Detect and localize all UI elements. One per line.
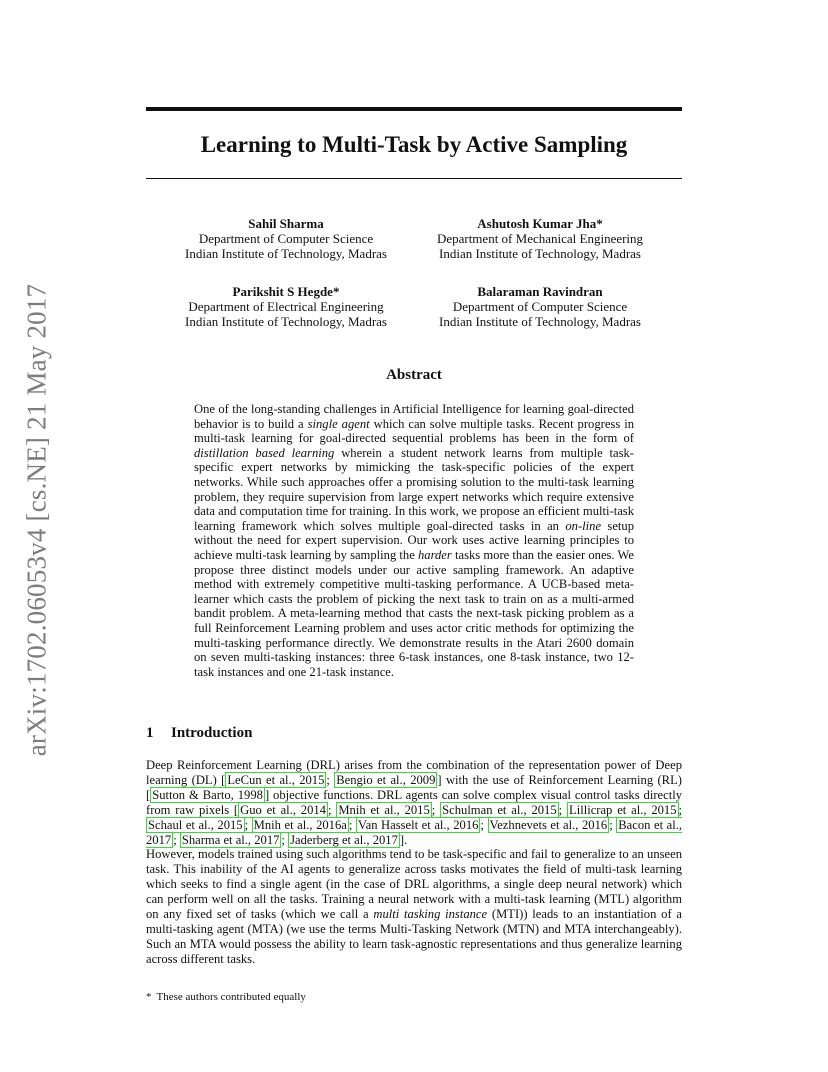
abstract-body [194, 402, 634, 679]
citation-separator: ; [327, 802, 337, 817]
citation-separator: ; [558, 802, 567, 817]
intro-paragraph [146, 847, 682, 966]
intro-text: ] with the use of Reinforcement Learning (RL) [ [146, 772, 682, 802]
author-block [400, 216, 680, 261]
citation-link[interactable]: Sharma et al., 2017 [181, 832, 280, 847]
citation-separator: ; [281, 832, 289, 847]
citation-link[interactable]: Sutton & Barto, 1998 [152, 787, 263, 802]
citation-separator: ; [348, 817, 356, 832]
section-title: Introduction [171, 725, 253, 741]
citation-link[interactable]: Lillicrap et al., 2015 [569, 802, 677, 817]
arxiv-identifier-stamp: arXiv:1702.06053v4 [cs.NE] 21 May 2017 [21, 283, 52, 757]
author-institute: Indian Institute of Technology, Madras [185, 246, 387, 261]
citation-link[interactable]: Vezhnevets et al., 2016 [489, 817, 608, 832]
citation-link[interactable]: LeCun et al., 2015 [227, 772, 325, 787]
intro-paragraph [146, 758, 682, 847]
section-number: 1 [146, 725, 154, 741]
citation-separator: ; [326, 772, 335, 787]
section-heading-introduction [146, 725, 682, 742]
paper-title: Learning to Multi-Task by Active Sampling [200, 132, 628, 157]
author-institute: Indian Institute of Technology, Madras [439, 314, 641, 329]
author-block [146, 216, 426, 261]
author-department: Department of Computer Science [198, 231, 374, 246]
abstract-heading: Abstract [386, 367, 442, 383]
abstract-text: One of the long-standing challenges in Artificial Intelligence for learning goal-directed behavior is to build a [194, 402, 634, 431]
author-name: Sahil Sharma [248, 216, 324, 231]
author-name: Ashutosh Kumar Jha* [477, 216, 603, 231]
author-department: Department of Computer Science [452, 299, 628, 314]
citation-link[interactable]: Mnih et al., 2016a [253, 817, 347, 832]
author-name: Balaraman Ravindran [477, 284, 603, 299]
author-block [146, 284, 426, 329]
intro-text: ] objective functions. DRL agents can solve complex visual control tasks directly from raw pixels [ [146, 787, 682, 817]
abstract-text: setup without the need for expert supervision. Our work uses active learning principles to achieve multi-task learning by sampling the [194, 518, 634, 562]
intro-emphasis: multi tasking instance [373, 907, 488, 922]
citation-link[interactable]: Jaderberg et al., 2017 [290, 832, 398, 847]
citation-separator: ; [244, 817, 252, 832]
abstract-text: which can solve multiple tasks. Recent progress in multi-task learning for goal-directed sequential problems has been in the form of [194, 416, 634, 446]
citation-separator: ; [678, 802, 683, 817]
abstract-emphasis: single agent [307, 416, 370, 431]
citation-link[interactable]: Schulman et al., 2015 [442, 802, 557, 817]
intro-text: Deep Reinforcement Learning (DRL) arises from the combination of the representation power of Deep learning (DL) [ [146, 758, 682, 787]
title-bottom-rule [146, 178, 682, 179]
footnote-text: These authors contributed equally [156, 991, 306, 1003]
citation-link[interactable]: Bengio et al., 2009 [336, 772, 436, 787]
citation-link[interactable]: Bacon et al., 2017 [146, 817, 682, 847]
intro-text: However, models trained using such algorithms tend to be task-specific and fail to generalize to an unseen task. This inability of the AI agents to generalize across tasks motivates the field of multi-task learning which seeks to find a single agent (in the case of DRL algorithms, a single deep neural network) which can perform well on all the tasks. Training a neural network with a multi-task learning (MTL) algorithm on any fixed set of tasks (which we call a [146, 847, 682, 922]
introduction-body [146, 758, 682, 967]
author-department: Department of Electrical Engineering [188, 299, 384, 314]
footnote-mark: * [146, 991, 152, 1003]
citation-link[interactable]: Schaul et al., 2015 [148, 817, 243, 832]
abstract-text: tasks more than the easier ones. We propose three distinct models under our active sampling framework. An adaptive method with extremely competitive multi-tasking performance. A UCB-based meta-learner which casts the problem of picking the next task to train on as a multi-armed bandit problem. A meta-learning method that casts the next-task picking problem as a full Reinforcement Learning problem and uses actor critic methods for optimizing the multi-tasking performance directly. We demonstrate results in the Atari 2600 domain on seven multi-tasking instances: three 6-task instances, one 8-task instance, two 12-task instances and one 21-task instance. [194, 547, 634, 679]
abstract-text: wherein a student network learns from multiple task-specific expert networks by mimicking the task-specific policies of the expert networks. While such approaches offer a promising solution to the multi-task learning problem, they require supervision from large expert networks which require extensive data and computation time for training. In this work, we propose an efficient multi-task learning framework which solves multiple goal-directed tasks in an [194, 445, 635, 533]
author-block [400, 284, 680, 329]
author-name: Parikshit S Hegde* [232, 284, 340, 299]
author-department: Department of Mechanical Engineering [436, 231, 644, 246]
citation-separator: ; [173, 832, 180, 847]
citation-link[interactable]: Mnih et al., 2015 [338, 802, 430, 817]
author-institute: Indian Institute of Technology, Madras [439, 246, 641, 261]
abstract-emphasis: on-line [565, 518, 602, 533]
title-top-rule [146, 107, 682, 111]
abstract-emphasis: distillation based learning [194, 445, 335, 460]
citation-separator: ; [480, 817, 488, 832]
citation-link[interactable]: Van Hasselt et al., 2016 [357, 817, 479, 832]
citation-separator: ; [609, 817, 617, 832]
footnote [146, 991, 682, 1004]
citation-separator: ; [431, 802, 441, 817]
abstract-emphasis: harder [417, 547, 452, 562]
intro-text: ]. [399, 832, 408, 847]
citation-link[interactable]: Guo et al., 2014 [240, 802, 326, 817]
author-institute: Indian Institute of Technology, Madras [185, 314, 387, 329]
intro-text: (MTI)) leads to an instantiation of a multi-tasking agent (MTA) (we use the terms Multi-Tasking Network (MTN) and MTA interchangeably). Such an MTA would possess the ability to learn task-agnostic representations and thus generalize learning across different tasks. [146, 907, 682, 966]
